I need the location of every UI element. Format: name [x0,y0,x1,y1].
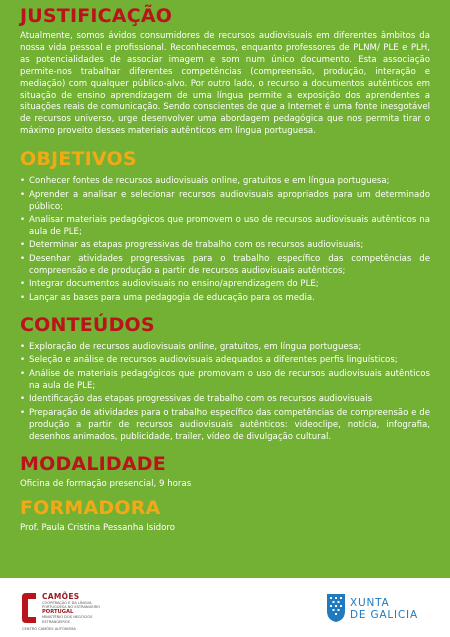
footer-logos [0,578,450,637]
list-item: • Exploração de recursos audiovisuais online, gratuitos, em língua portuguesa; [20,342,430,354]
modalidade-heading: MODALIDADE [20,453,166,476]
camoes-logo [20,591,110,633]
section-modalidade [20,452,430,490]
list-item: • Analisar materiais pedagógicos que promovem o uso de recursos audiovisuais autênticos na aula de PLE; [20,215,430,239]
xunta-name-line2: DE GALICIA [350,609,418,621]
camoes-center: CENTRO CAMÕES AUTÓNOMA [22,627,76,631]
section-conteudos [20,313,430,444]
xunta-shield-icon [326,593,346,623]
list-item: • Seleção e análise de recursos audiovisuais adequados a diferentes perfis linguísticos; [20,355,430,367]
justificacao-text: Atualmente, somos ávidos consumidores de recursos audiovisuais em diferentes âmbitos da nossa vida pessoal e profissional. Reconhecemos, enquanto professores de PLNM/ PLE e PLH, as potencialidades de associar imagem e som num único documento. Esta associação permite-nos trabalhar diferentes competências (compreensão, produção, interação e mediação) com qualquer público-alvo. Por outro lado, o recurso a documentos autênticos em situação de ensino aprendizagem de uma língua permite a exposição dos aprendentes a situações reais de comunicação. Sendo conscientes de que a Internet é uma fonte inesgotável de recursos universo, urge desenvolver uma abordagem pedagógica que nos permita tirar o máximo proveito desses materiais autênticos em língua portuguesa. [20,31,430,137]
section-objetivos [20,147,430,305]
list-item: • Preparação de atividades para o trabalho específico das competências de compreensão e de produção a partir de recursos audiovisuais autênticos: videoclipe, notícia, infografia, desenhos animados, publicidade, trailer, vídeo de divulgação cultural. [20,408,430,444]
objetivos-list [20,176,430,305]
section-justificacao [20,4,430,138]
list-item: • Identificação das etapas progressivas de trabalho com os recursos audiovisuais [20,394,430,406]
modalidade-text: Oficina de formação presencial, 9 horas [20,479,192,490]
conteudos-list [20,342,430,444]
xunta-logo [326,593,436,629]
list-item: • Desenhar atividades progressivas para o trabalho específico das competências de compreensão e de produção a partir de recursos audiovisuais autênticos; [20,254,430,278]
camoes-mark-icon [20,591,38,625]
list-item: • Determinar as etapas progressivas de trabalho com os recursos audiovisuais; [20,240,430,252]
list-item: • Análise de materiais pedagógicos que promovam o uso de recursos audiovisuais autênticos na aula de PLE; [20,369,430,393]
formadora-heading: FORMADORA [20,497,161,520]
camoes-ministry: MINISTÉRIO DOS NEGÓCIOS ESTRANGEIROS [42,615,93,624]
camoes-portugal: PORTUGAL [42,609,74,616]
objetivos-heading: OBJETIVOS [20,148,137,171]
list-item: • Lançar as bases para uma pedagogia de educação para os media. [20,293,430,305]
xunta-name-line1: XUNTA [350,597,390,609]
justificacao-heading: JUSTIFICAÇÃO [20,5,173,27]
camoes-text-block [42,593,112,624]
list-item: • Conhecer fontes de recursos audiovisuais online, gratuitos e em língua portuguesa; [20,176,430,188]
formadora-text: Prof. Paula Cristina Pessanha Isidoro [20,523,175,534]
conteudos-heading: CONTEÚDOS [20,313,155,336]
camoes-subtitle: COOPERAÇÃO E DA LÍNGUA PORTUGUESA NO ESTRANGEIRO [42,601,101,610]
camoes-name: CAMÕES [42,592,80,601]
list-item: • Integrar documentos audiovisuais no ensino/aprendizagem do PLE; [20,279,430,291]
section-formadora [20,496,430,534]
list-item: • Aprender a analisar e selecionar recursos audiovisuais apropriados para um determinado público; [20,190,430,214]
